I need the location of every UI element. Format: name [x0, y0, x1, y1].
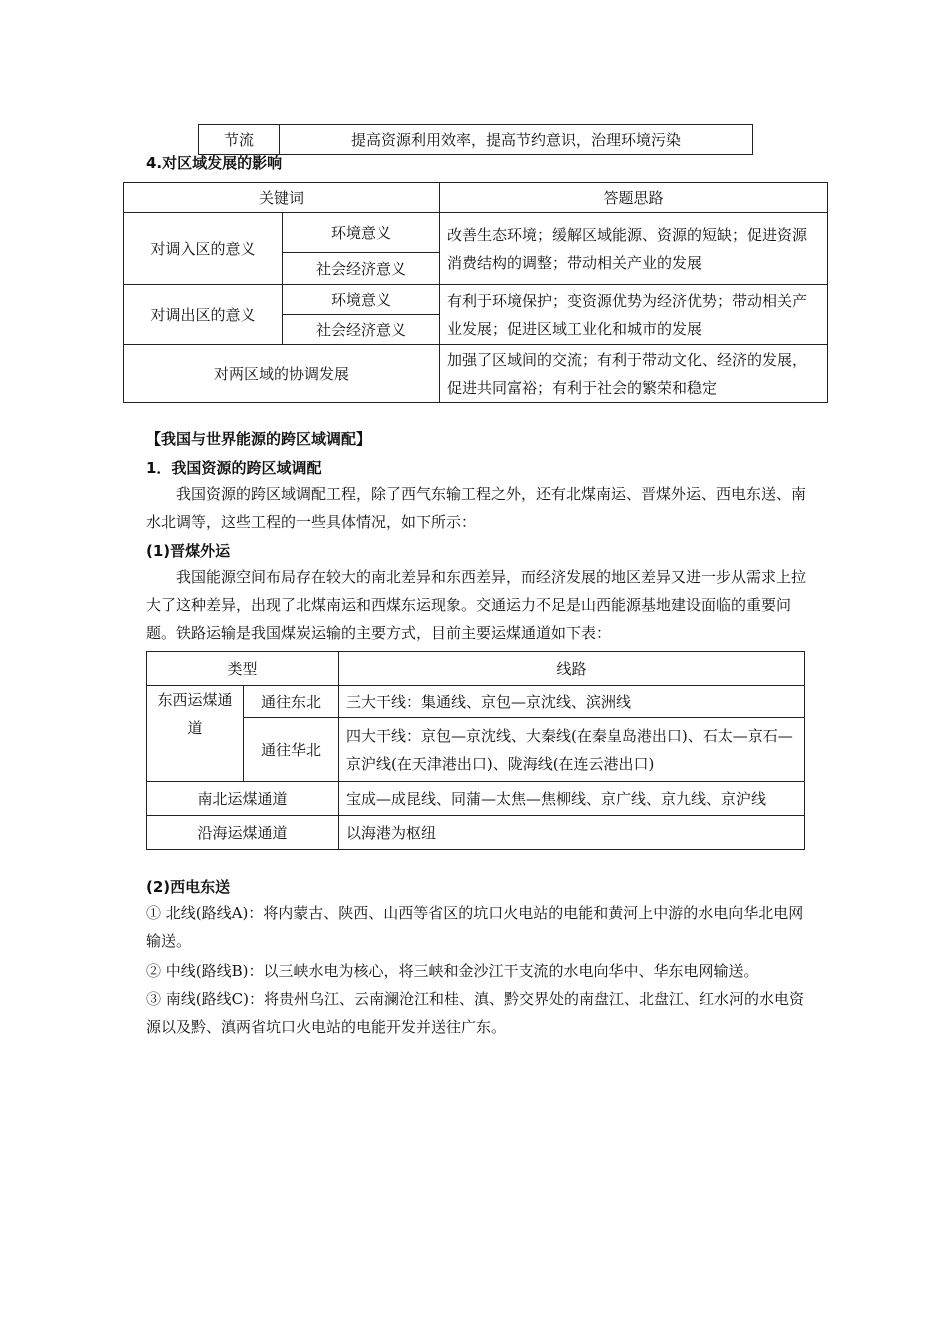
coal-ns-label: 南北运煤通道: [147, 782, 339, 816]
top-table-cell-label: 节流: [199, 125, 280, 155]
coal-ew-northeast-route: 三大干线：集通线、京包—京沈线、滨洲线: [339, 686, 805, 718]
coal-coast-route: 以海港为枢纽: [339, 816, 805, 850]
power-heading: (2)西电东送: [146, 878, 231, 896]
power-north-line: ① 北线(路线A)：将内蒙古、陕西、山西等省区的坑口火电站的电能和黄河上中游的水电向华北电网输送。: [146, 904, 804, 950]
impact-table: [123, 182, 828, 403]
coal-ew-north-route: 四大干线：京包—京沈线、大秦线(在秦皇岛港出口)、石太—京石—京沪线(在天津港出口)、陇海线(在连云港出口): [339, 718, 805, 782]
power-south-line: ③ 南线(路线C)：将贵州乌江、云南澜沧江和桂、滇、黔交界处的南盘江、北盘江、红水河的水电资源以及黔、滇两省坑口火电站的电能开发并送往广东。: [146, 990, 804, 1036]
coal-para: 我国能源空间布局存在较大的南北差异和东西差异，而经济发展的地区差异又进一步从需求上拉大了这种差异，出现了北煤南运和西煤东运现象。交通运力不足是山西能源基地建设面临的重要问题。铁路运输是我国煤炭运输的主要方式，目前主要运煤通道如下表：: [146, 568, 807, 642]
impact-export-label: 对调出区的意义: [124, 285, 283, 345]
impact-import-env: 环境意义: [283, 213, 440, 253]
top-table-cell-content: 提高资源利用效率，提高节约意识，治理环境污染: [280, 125, 753, 155]
impact-export-answer: 有利于环境保护；变资源优势为经济优势；带动相关产业发展；促进区域工业化和城市的发展: [440, 285, 828, 345]
energy-section-title: 【我国与世界能源的跨区域调配】: [146, 430, 372, 448]
impact-export-soc: 社会经济意义: [283, 315, 440, 345]
impact-export-env: 环境意义: [283, 285, 440, 315]
section4-heading: 4.对区域发展的影响: [146, 154, 283, 172]
coal-heading: (1)晋煤外运: [146, 542, 231, 560]
coal-ew-northeast: 通往东北: [244, 686, 339, 718]
coal-header-type: 类型: [147, 652, 339, 686]
impact-import-label: 对调入区的意义: [124, 213, 283, 285]
impact-import-soc: 社会经济意义: [283, 253, 440, 285]
energy-para1: 我国资源的跨区域调配工程，除了西气东输工程之外，还有北煤南运、晋煤外运、西电东送、南水北调等，这些工程的一些具体情况，如下所示：: [146, 485, 807, 531]
energy-sub1-heading: 1．我国资源的跨区域调配: [146, 459, 322, 477]
impact-header-keyword: 关键词: [124, 183, 440, 213]
impact-coord-answer: 加强了区域间的交流；有利于带动文化、经济的发展，促进共同富裕；有利于社会的繁荣和稳定: [440, 345, 828, 403]
coal-ew-north: 通往华北: [244, 718, 339, 782]
impact-header-answer: 答题思路: [440, 183, 828, 213]
coal-coast-label: 沿海运煤通道: [147, 816, 339, 850]
coal-ew-label: 东西运煤通道: [147, 686, 244, 782]
impact-import-answer: 改善生态环境；缓解区域能源、资源的短缺；促进资源消费结构的调整；带动相关产业的发展: [440, 213, 828, 285]
impact-coord-label: 对两区域的协调发展: [124, 345, 440, 403]
coal-header-route: 线路: [339, 652, 805, 686]
power-middle-line: ② 中线(路线B)：以三峡水电为核心，将三峡和金沙江干支流的水电向华中、华东电网输送。: [146, 962, 759, 980]
top-table: [198, 124, 753, 155]
coal-table: [146, 651, 805, 850]
coal-ns-route: 宝成—成昆线、同蒲—太焦—焦柳线、京广线、京九线、京沪线: [339, 782, 805, 816]
